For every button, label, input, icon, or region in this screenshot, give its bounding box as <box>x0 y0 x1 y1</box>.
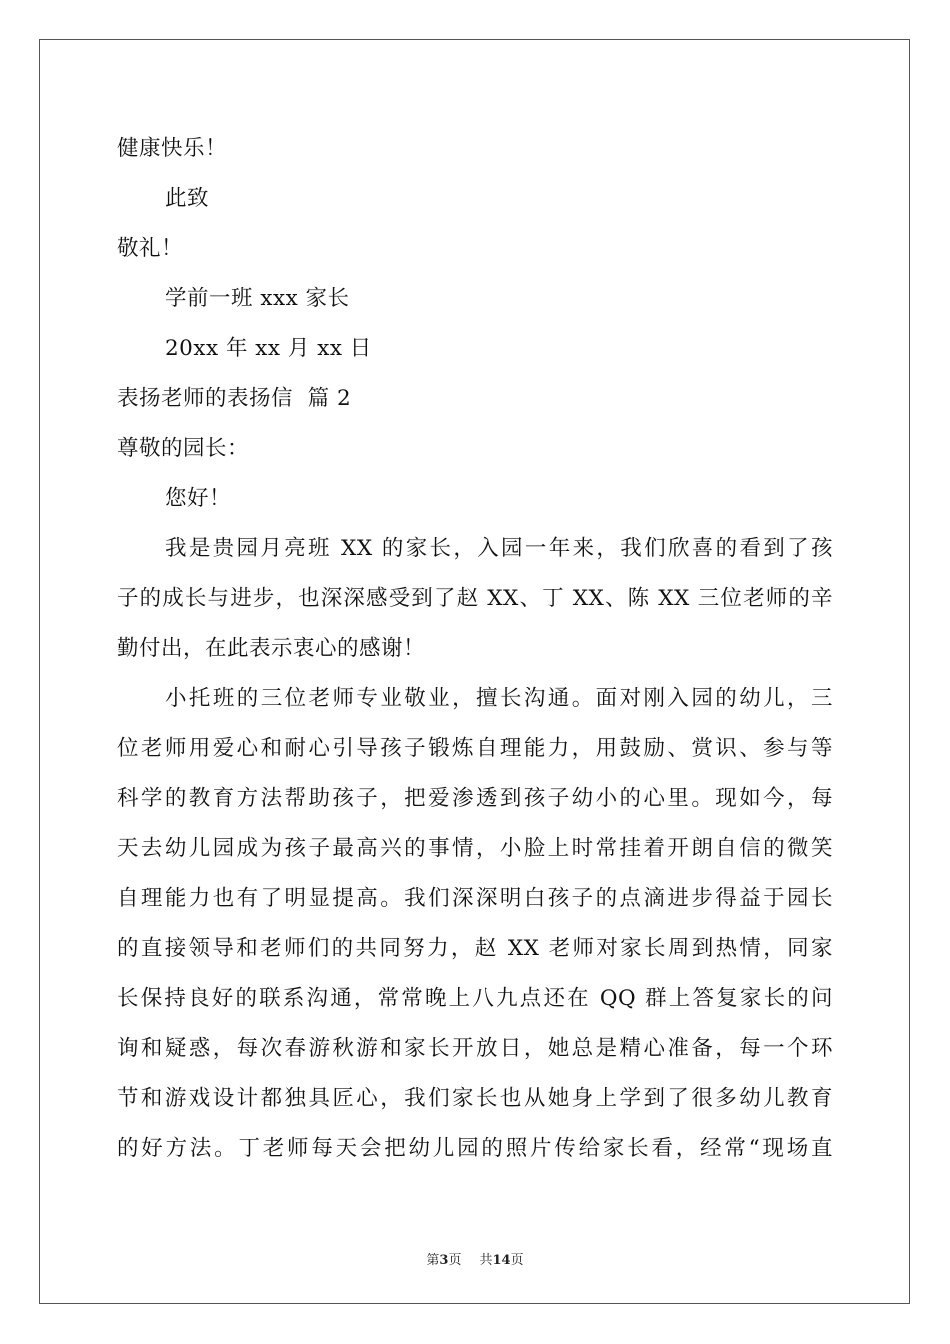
greeting: 尊敬的园长： <box>117 436 250 461</box>
body-line: 子的成长与进步，也深深感受到了赵 XX、丁 XX、陈 XX 三位老师的辛 <box>117 586 833 611</box>
closing-wish: 健康快乐！ <box>117 136 228 161</box>
body-line: 科学的教育方法帮助孩子，把爱渗透到孩子幼小的心里。现如今，每 <box>117 786 833 811</box>
body-line: 长保持良好的联系沟通，常常晚上八九点还在 QQ 群上答复家长的问 <box>117 986 833 1011</box>
hello-line: 您好！ <box>165 486 232 511</box>
body-line: 勤付出，在此表示衷心的感谢！ <box>117 636 426 661</box>
letter-content <box>117 124 833 1174</box>
section-title: 表扬老师的表扬信 篇 2 <box>117 386 352 411</box>
page-footer <box>0 1249 950 1268</box>
page-suffix: 页 <box>448 1253 462 1268</box>
body-line: 询和疑惑，每次春游秋游和家长开放日，她总是精心准备，每一个环 <box>117 1036 833 1061</box>
body-line: 小托班的三位老师专业敬业，擅长沟通。面对刚入园的幼儿，三 <box>165 686 833 711</box>
body-line: 的好方法。丁老师每天会把幼儿园的照片传给家长看，经常“现场直 <box>117 1136 833 1161</box>
body-line: 我是贵园月亮班 XX 的家长，入园一年来，我们欣喜的看到了孩 <box>165 536 833 561</box>
body-line: 天去幼儿园成为孩子最高兴的事情，小脸上时常挂着开朗自信的微笑 <box>117 836 833 861</box>
total-prefix: 共 <box>479 1253 493 1268</box>
page-number: 3 <box>439 1253 449 1268</box>
total-pages: 14 <box>492 1253 511 1268</box>
date: 20xx 年 xx 月 xx 日 <box>165 336 372 361</box>
salutation-line-2: 敬礼！ <box>117 236 184 261</box>
body-line: 位老师用爱心和耐心引导孩子锻炼自理能力，用鼓励、赏识、参与等 <box>117 736 833 761</box>
body-line: 的直接领导和老师们的共同努力，赵 XX 老师对家长周到热情，同家 <box>117 936 833 961</box>
signature: 学前一班 xxx 家长 <box>165 286 350 311</box>
body-line: 节和游戏设计都独具匠心，我们家长也从她身上学到了很多幼儿教育 <box>117 1086 833 1111</box>
total-suffix: 页 <box>510 1253 524 1268</box>
salutation-line-1: 此致 <box>165 186 210 211</box>
page-prefix: 第 <box>426 1253 440 1268</box>
body-line: 自理能力也有了明显提高。我们深深明白孩子的点滴进步得益于园长 <box>117 886 833 911</box>
